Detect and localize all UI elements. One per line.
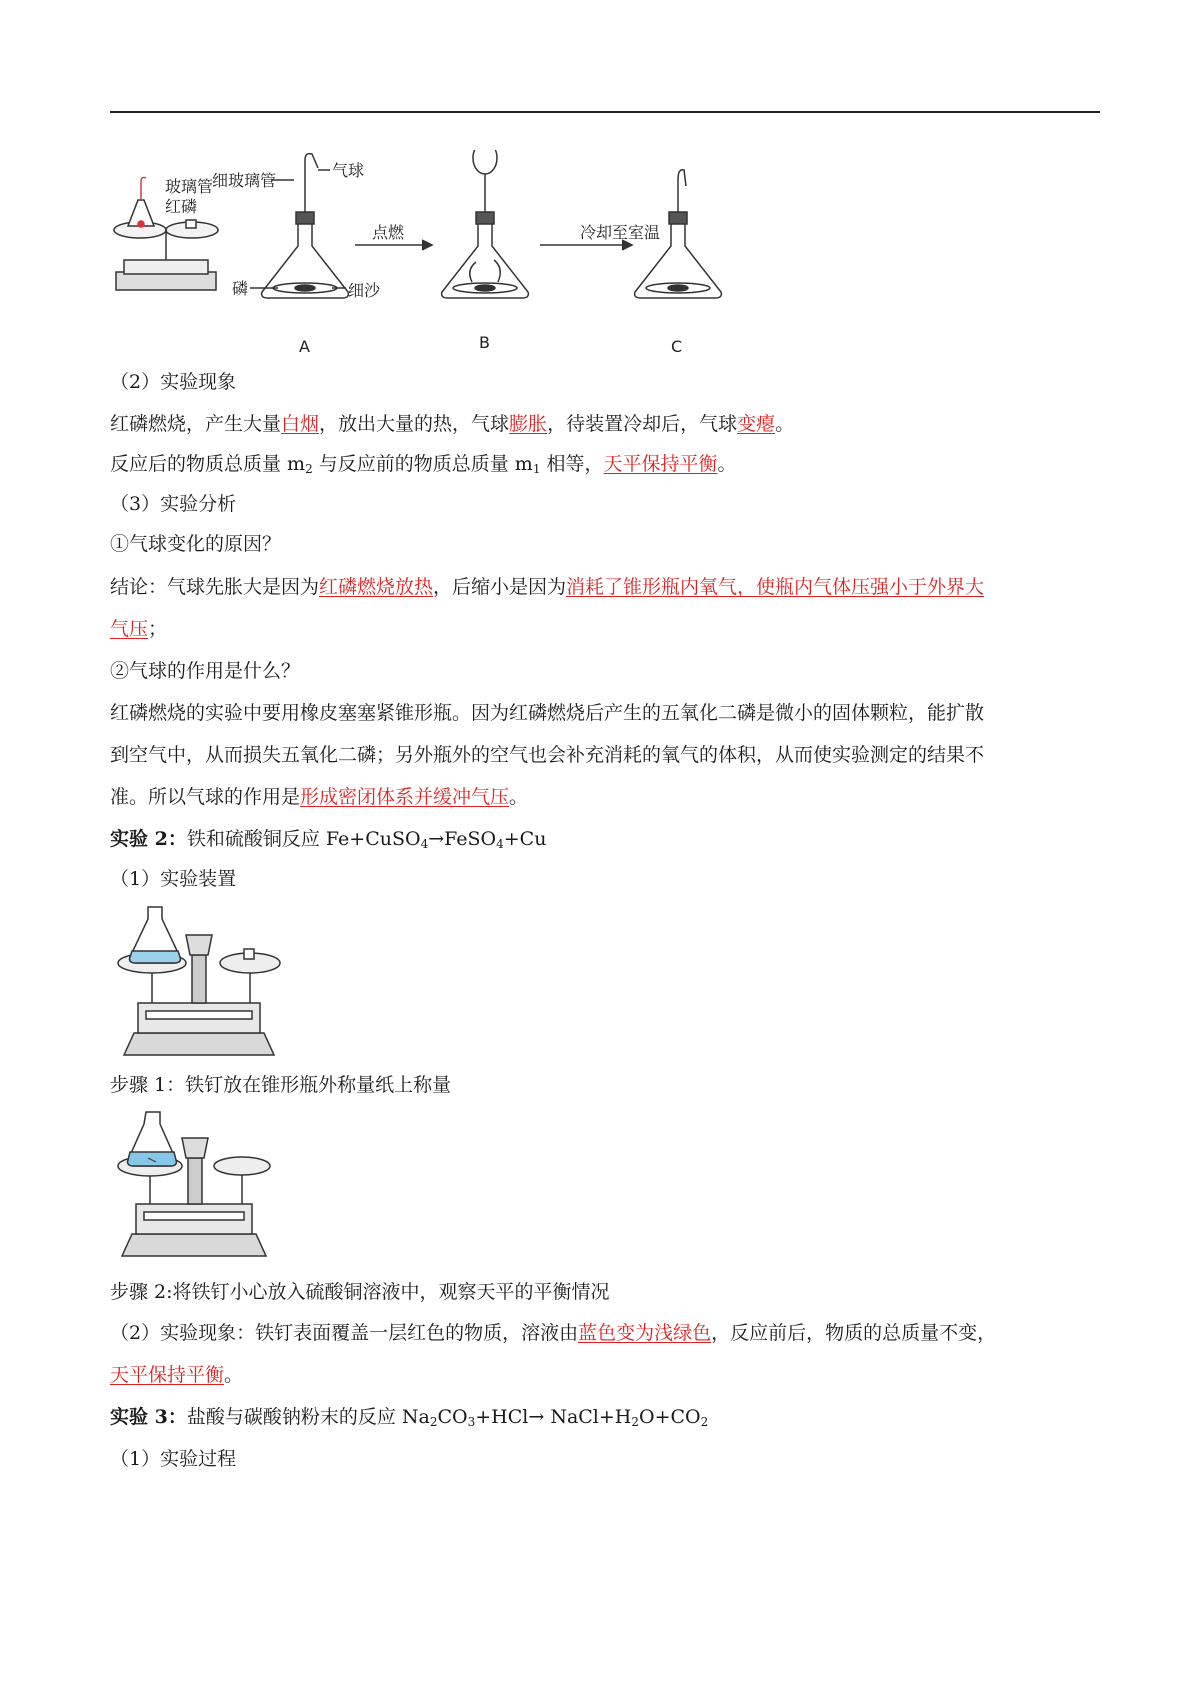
air-pressure-answer: 气压 — [110, 618, 149, 640]
phosphorus-combustion-figure — [110, 150, 760, 360]
exp1-phenomenon-heading: （2）实验现象 — [110, 371, 237, 393]
exp1-para-line1: 红磷燃烧的实验中要用橡皮塞塞紧锥形瓶。因为红磷燃烧后产生的五氧化二磷是微小的固体颗粒，能扩散 — [110, 702, 985, 724]
exp1-conclusion-line1: 结论：气球先胀大是因为红磷燃烧放热，后缩小是因为消耗了锥形瓶内氧气，使瓶内气体压强小于外界大 — [110, 576, 985, 598]
exp1-analysis-heading: （3）实验分析 — [110, 493, 237, 515]
flask-b-label: B — [479, 333, 490, 352]
white-smoke-answer: 白烟 — [281, 413, 320, 435]
exp3-title: 实验 3： — [110, 1406, 187, 1428]
cool-label: 冷却至室温 — [580, 223, 661, 242]
exp2-step2: 步骤 2:将铁钉小心放入硫酸铜溶液中，观察天平的平衡情况 — [110, 1281, 610, 1303]
exp2-balance-answer: 天平保持平衡 — [110, 1364, 225, 1386]
exp2-step1: 步骤 1：铁钉放在锥形瓶外称量纸上称量 — [110, 1074, 452, 1096]
balloon-role-answer: 形成密闭体系并缓冲气压 — [300, 786, 510, 808]
flask-c-label: C — [671, 337, 683, 356]
balance-figure-step1 — [112, 905, 287, 1060]
thin-glass-tube-label: 细玻璃管 — [212, 171, 277, 190]
red-phosphorus-label: 红磷 — [165, 197, 198, 216]
exp1-phenomenon-paragraph: 红磷燃烧，产生大量白烟，放出大量的热，气球膨胀，待装置冷却后，气球变瘪。 — [110, 413, 795, 435]
exp1-para-line2: 到空气中，从而损失五氧化二磷；另外瓶外的空气也会补充消耗的氧气的体积，从而使实验测定的结果不 — [110, 744, 985, 766]
fine-sand-label: 细沙 — [348, 281, 381, 300]
exp2-apparatus-heading: （1）实验装置 — [110, 868, 237, 890]
phosphorus-label: 磷 — [232, 279, 249, 298]
glass-tube-label: 玻璃管 — [165, 177, 214, 196]
balance-figure-step2 — [112, 1110, 277, 1260]
expand-answer: 膨胀 — [509, 413, 548, 435]
oxygen-consumed-answer: 消耗了锥形瓶内氧气，使瓶内气体压强小于外界大 — [566, 576, 985, 598]
exp1-question-1: ①气球变化的原因？ — [110, 533, 282, 555]
flask-b-illustration — [442, 150, 529, 298]
exp2-phenomenon-line1: （2）实验现象：铁钉表面覆盖一层红色的物质，溶液由蓝色变为浅绿色，反应前后，物质的总质量不变， — [110, 1322, 997, 1344]
balloon-label: 气球 — [332, 161, 365, 180]
exp1-mass-paragraph: 反应后的物质总质量 $m_2$ 与反应前的物质总质量 $m_1$ 相等，天平保持平衡。 — [110, 453, 737, 476]
deflate-answer: 变瘪 — [737, 413, 776, 435]
flask-a-label: A — [299, 337, 310, 356]
heat-release-answer: 红磷燃烧放热 — [319, 576, 434, 598]
exp1-conclusion-line2: 气压； — [110, 618, 168, 640]
exp2-title: 实验 2： — [110, 828, 187, 850]
exp1-question-2: ②气球的作用是什么？ — [110, 660, 301, 682]
ignite-label: 点燃 — [372, 223, 405, 242]
exp3-title-line: 实验 3：盐酸与碳酸钠粉末的反应 $Na_2CO_3+HCl\to$ $NaCl+H_2O+CO_2$ — [110, 1406, 709, 1429]
exp1-para-line3: 准。所以气球的作用是形成密闭体系并缓冲气压。 — [110, 786, 529, 808]
exp2-title-line: 实验 2：铁和硫酸铜反应 Fe+CuSO$_4$→FeSO$_4$+Cu — [110, 828, 547, 851]
color-change-answer: 蓝色变为浅绿色 — [578, 1322, 712, 1344]
balance-answer: 天平保持平衡 — [603, 453, 718, 475]
exp3-process-heading: （1）实验过程 — [110, 1448, 237, 1470]
exp2-phenomenon-line2: 天平保持平衡。 — [110, 1364, 244, 1386]
header-rule — [110, 111, 1100, 113]
